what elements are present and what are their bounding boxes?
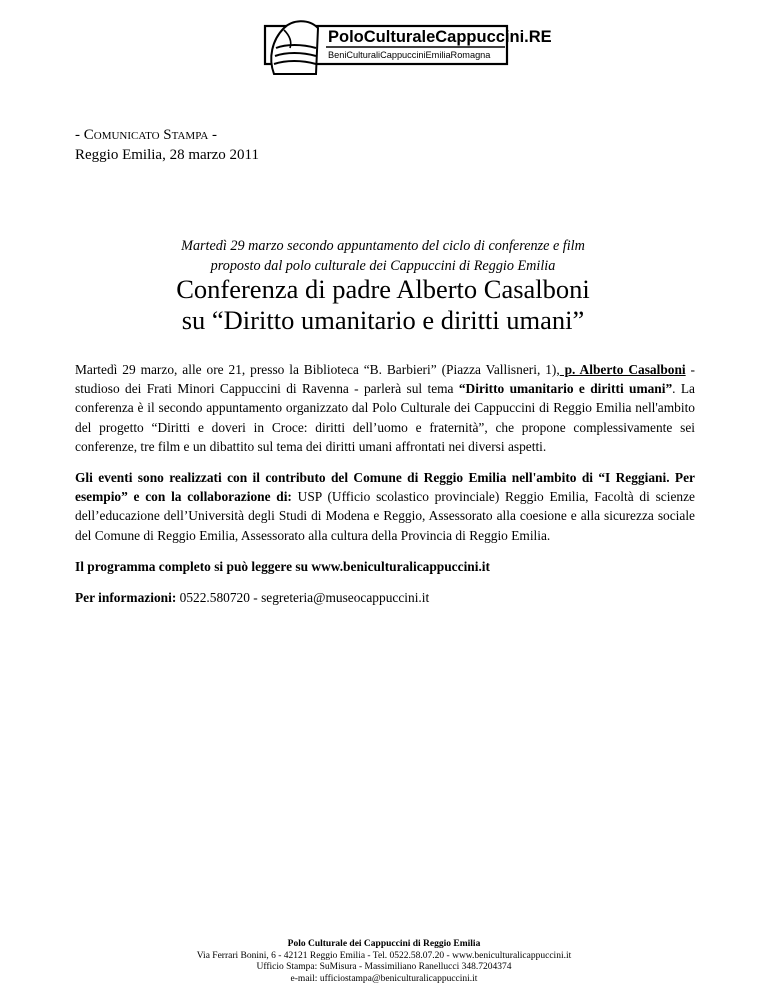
- footer-email: e-mail: ufficiostampa@beniculturalicappuccini.it: [290, 973, 478, 984]
- footer: [0, 939, 768, 985]
- title-line-2: su “Diritto umanitario e diritti umani”: [181, 305, 585, 335]
- info-contact: 0522.580720 - segreteria@museocappuccini.it: [176, 590, 430, 606]
- logo-graphic: [262, 18, 552, 76]
- paragraph-program: [75, 557, 695, 576]
- page-title: [90, 274, 676, 336]
- sponsors-intro: Gli eventi sono realizzati con il contributo del Comune di Reggio Emilia nell'ambito di “I Reggiani. Per esempio” e con la collaborazione di:: [75, 470, 695, 505]
- body-text: [75, 360, 695, 619]
- program-link-text: Il programma completo si può leggere su www.beniculturalicappuccini.it: [75, 558, 490, 574]
- label-text: Comunicato Stampa: [83, 127, 209, 143]
- logo-title: PoloCulturaleCappuccini.RE: [328, 28, 552, 46]
- paragraph-sponsors: [75, 468, 695, 545]
- friar-hood-icon: [271, 21, 318, 74]
- press-release-header: [75, 125, 259, 165]
- dash-close: -: [208, 127, 218, 143]
- footer-address: Via Ferrari Bonini, 6 - 42121 Reggio Emilia - Tel. 0522.58.07.20 - www.beniculturalicappuccini.it: [196, 950, 572, 961]
- footer-press-office: Ufficio Stampa: SuMisura - Massimiliano Ranellucci 348.7204374: [256, 962, 512, 973]
- logo-subtitle: BeniCulturaliCappucciniEmiliaRomagna: [328, 50, 491, 60]
- press-release-label: [75, 125, 259, 145]
- release-date: Reggio Emilia, 28 marzo 2011: [75, 147, 259, 163]
- subtitle-line-2: proposto dal polo culturale dei Cappuccini di Reggio Emilia: [210, 258, 556, 274]
- speaker-description: - studioso dei Frati Minori Cappuccini di Ravenna - parlerà sul tema: [75, 362, 695, 397]
- event-intro: Martedì 29 marzo, alle ore 21, presso la Biblioteca “B. Barbieri” (Piazza Vallisneri, 1),: [75, 362, 560, 377]
- dash-open: -: [75, 127, 84, 143]
- subtitle-line-1: Martedì 29 marzo secondo appuntamento del ciclo di conferenze e film: [181, 238, 585, 254]
- info-label: Per informazioni:: [75, 590, 177, 606]
- paragraph-event: [75, 360, 695, 456]
- event-details: . La conferenza è il secondo appuntamento organizzato dal Polo Culturale dei Cappuccini di Reggio Emilia nell'ambito del progetto “Diritti e doveri in Croce: diritti dell’uomo e fraternità”, che propone complessivamente sei conferenze, tre film e un dibattito sul tema dei diritti umani affrontati nei diversi aspetti.: [75, 381, 695, 454]
- sponsors-list: USP (Ufficio scolastico provinciale) Reggio Emilia, Facoltà di scienze dell’educazione dell’Università degli Studi di Modena e Reggio, Assessorato alla coesione e alla sicurezza sociale del Comune di Reggio Emilia, Assessorato alla cultura della Provincia di Reggio Emilia.: [75, 489, 695, 543]
- footer-org-name-text: Polo Culturale dei Cappuccini di Reggio Emilia: [287, 939, 481, 949]
- title-line-1: Conferenza di padre Alberto Casalboni: [176, 274, 590, 304]
- subtitle: [90, 236, 676, 276]
- paragraph-info: [75, 588, 695, 607]
- speaker-name: p. Alberto Casalboni: [559, 362, 686, 377]
- talk-topic: “Diritto umanitario e diritti umani”: [458, 381, 673, 397]
- logo: [262, 18, 552, 76]
- footer-org-name: [0, 939, 768, 951]
